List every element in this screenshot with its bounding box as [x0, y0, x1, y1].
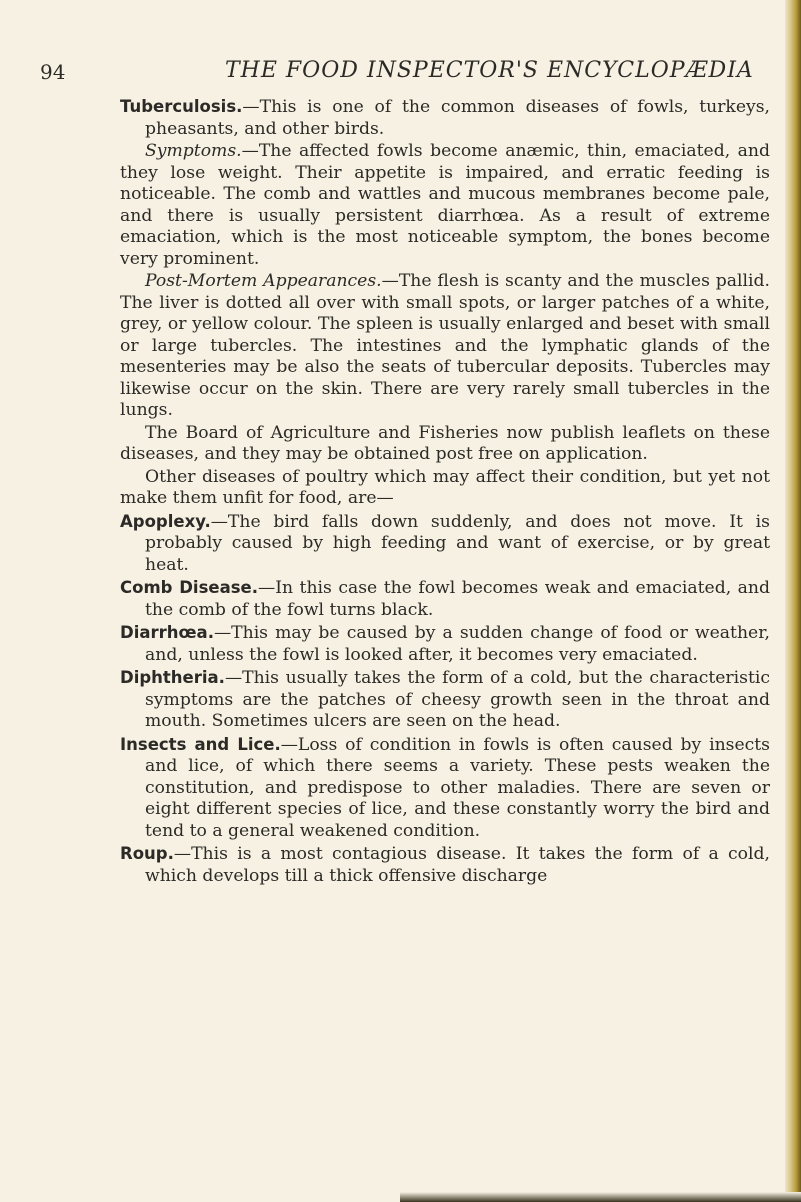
entry-diarrhoea: [120, 622, 770, 666]
page-header: [0, 58, 801, 88]
entry-text: —This is a most contagious disease. It takes the form of a cold, which develops till a thick offensive discharge: [145, 844, 770, 886]
symptoms-text: —The affected fowls become anæmic, thin, emaciated, and they lose weight. Their appetite is impaired, and erratic feeding is noticeable. The comb and wattles and mucous membranes become pale, and there is usually persistent diarrhœa. As a result of extreme emaciation, which is the most noticeable symptom, the bones become very prominent.: [120, 141, 770, 269]
symptoms-paragraph: [120, 141, 770, 270]
board-paragraph: The Board of Agriculture and Fisheries now publish leaflets on these diseases, and they may be obtained post free on application.: [120, 422, 770, 464]
entry-text: —This may be caused by a sudden change of food or weather, and, unless the fowl is looked after, it becomes very emaciated.: [145, 623, 770, 665]
entry-tuberculosis: [120, 96, 770, 140]
entry-text: —The bird falls down suddenly, and does not move. It is probably caused by high feeding and want of exercise, or by great heat.: [145, 511, 770, 575]
entry-term: Roup.: [120, 844, 174, 863]
bottom-edge-shadow: [400, 1192, 801, 1202]
postmortem-text: —The flesh is scanty and the muscles pallid. The liver is dotted all over with small spots, or larger patches of a white, grey, or yellow colour. The spleen is usually enlarged and beset with small or large tubercles. The intestines and the lymphatic glands of the mesenteries may be also the seats of tubercular deposits. Tubercles may likewise occur on the skin. There are very rarely small tubercles in the lungs.: [120, 271, 770, 420]
subheading-postmortem: Post-Mortem Appearances.: [145, 271, 382, 291]
entry-text: —In this case the fowl becomes weak and emaciated, and the comb of the fowl turns black.: [145, 578, 770, 620]
page-edge: [785, 0, 801, 1202]
entry-text: —Loss of condition in fowls is often caused by insects and lice, of which there seems a variety. These pests weaken the constitution, and predispose to other maladies. There are seven or eight different species of lice, and these constantly worry the bird and tend to a general weakened condition.: [145, 734, 770, 841]
entry-apoplexy: [120, 511, 770, 577]
entry-term: Apoplexy.: [120, 511, 211, 531]
entry-text: —This is one of the common diseases of fowls, turkeys, pheasants, and other birds.: [145, 97, 770, 139]
postmortem-paragraph: [120, 271, 770, 422]
entry-comb-disease: [120, 577, 770, 621]
entry-roup: [120, 843, 770, 887]
running-head: THE FOOD INSPECTOR'S ENCYCLOPÆDIA: [225, 58, 754, 83]
entry-text: —This usually takes the form of a cold, but the characteristic symptoms are the patches of cheesy growth seen in the throat and mouth. Sometimes ulcers are seen on the head.: [145, 668, 770, 731]
entry-term: Diarrhœa.: [120, 623, 214, 642]
entry-diphtheria: [120, 667, 770, 733]
entry-term: Tuberculosis.: [120, 97, 243, 116]
page-number: 94: [40, 60, 66, 84]
other-diseases-paragraph: Other diseases of poultry which may affect their condition, but yet not make them unfit for food, are—: [120, 466, 770, 508]
entry-term: Diphtheria.: [120, 668, 225, 687]
entry-term: Comb Disease.: [120, 578, 259, 597]
subheading-symptoms: Symptoms.: [145, 141, 242, 161]
text-body: [120, 96, 770, 888]
entry-insects-and-lice: [120, 734, 770, 843]
entry-term: Insects and Lice.: [120, 734, 281, 754]
